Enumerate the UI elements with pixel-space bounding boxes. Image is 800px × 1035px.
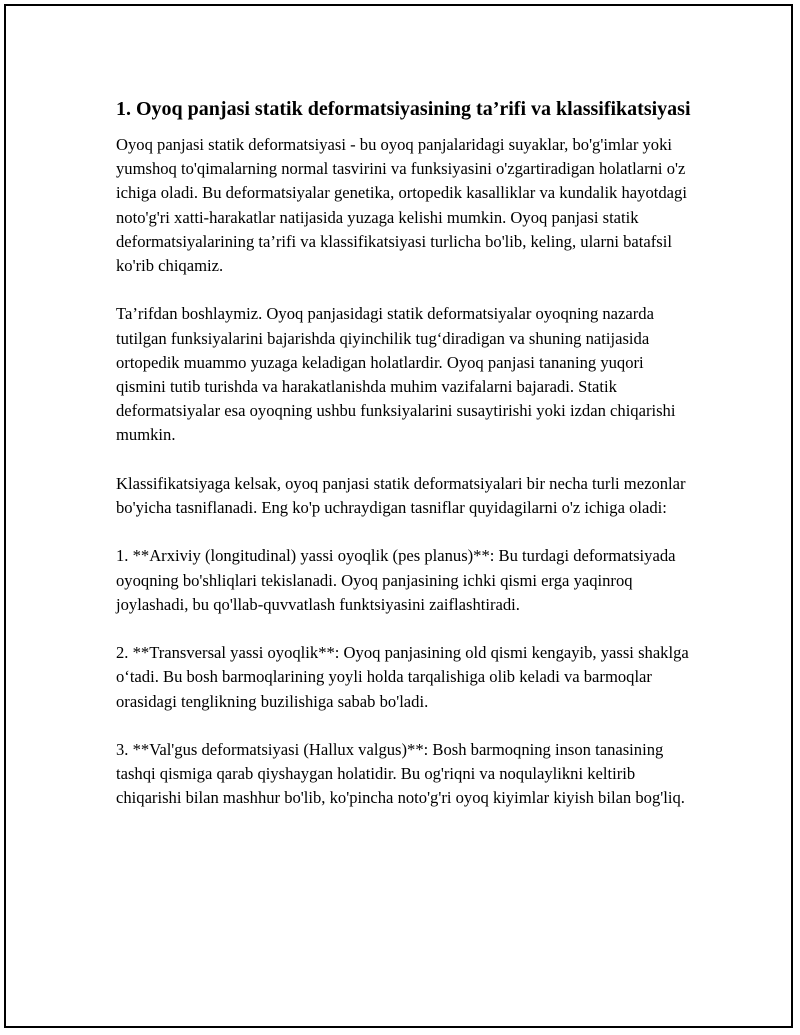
paragraph-definition: Ta’rifdan boshlaymiz. Oyoq panjasidagi statik deformatsiyalar oyoqning nazarda tutilgan funksiyalarini bajarishda qiyinchilik tug‘diradigan va shuning natijasida ortopedik muammo yuzaga keladigan holatlardir. Oyoq panjasi tananing yuqori qismini tutib turishda va harakatlanishda muhim vazifalarni bajaradi. Statik deformatsiyalar esa oyoqning ushbu funksiyalarini susaytirishi yoki izdan chiqarishi mumkin. — [116, 304, 676, 445]
paragraph-classification: Klassifikatsiyaga kelsak, oyoq panjasi statik deformatsiyalari bir necha turli mezonlar bo'yicha tasniflanadi. Eng ko'p uchraydigan tasniflar quyidagilarni o'z ichiga oladi: — [116, 473, 686, 518]
list-item-hallux-valgus: 3. **Val'gus deformatsiyasi (Hallux valgus)**: Bosh barmoqning inson tanasining tashqi qismiga qarab qiyshaygan holatidir. Bu og'riqni va noqulaylikni keltirib chiqarishi bilan mashhur bo'lib, ko'pincha noto'g'ri oyoq kiyimlar kiyish bilan bog'liq. — [116, 740, 685, 808]
paragraph-intro: Oyoq panjasi statik deformatsiyasi - bu oyoq panjalaridagi suyaklar, bo'g'imlar yoki yumshoq to'qimalarning normal tasvirini va funksiyasini o'zgartiradigan holatlarni o'z ichiga oladi. Bu deformatsiyalar genetika, ortopedik kasalliklar va kundalik hayotdagi noto'g'ri xatti-harakatlar natijasida yuzaga kelishi mumkin. Oyoq panjasi statik deformatsiyalarining ta’rifi va klassifikatsiyasi turlicha bo'lib, keling, ularni batafsil ko'rib chiqamiz. — [116, 135, 687, 276]
list-item-longitudinal-flatfoot: 1. **Arxiviy (longitudinal) yassi oyoqlik (pes planus)**: Bu turdagi deformatsiyada oyoqning bo'shliqlari tekislanadi. Oyoq panjasining ichki qismi erga yaqinroq joylashadi, bu qo'llab-quvvatlash funktsiyasini zaiflashtiradi. — [116, 546, 676, 614]
document-title: 1. Oyoq panjasi statik deformatsiyasining ta’rifi va klassifikatsiyasi — [116, 98, 691, 120]
document-body — [116, 94, 696, 835]
list-item-transverse-flatfoot: 2. **Transversal yassi oyoqlik**: Oyoq panjasining old qismi kengayib, yassi shaklga o‘tadi. Bu bosh barmoqlarining yoyli holda tarqalishiga olib keladi va barmoqlar orasidagi tenglikning buzilishiga sabab bo'ladi. — [116, 643, 689, 711]
